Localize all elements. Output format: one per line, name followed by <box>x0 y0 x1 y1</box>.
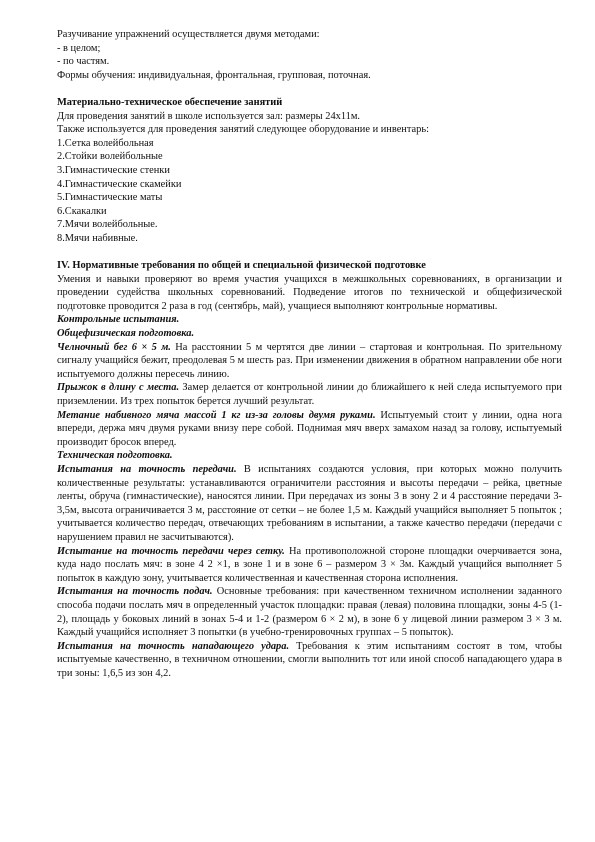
intro-line-parts: - по частям. <box>57 56 110 68</box>
equipment-item: 6.Скакалки <box>57 205 107 217</box>
equipment-item: 1.Сетка волейбольная <box>57 137 154 149</box>
serve-accuracy-text: Основные требования: при качественном техничном исполнении заданного способа подачи послать мяч в определенный участок площадки: правая (левая) половина площадки, зоны 4-5 (1-2), площадь у боковых линий в зонах 5-4 и 1-2 (размером 6 × 2 м), в зоне 6 у лицевой линии размером 3 × 3 м. Каждый учащийся исполняет 3 попытки (в учебно-тренировочных группах – 5 попыток). <box>57 586 563 639</box>
equipment-item: 5.Гимнастические маты <box>57 192 163 204</box>
material-hall-line: Для проведения занятий в школе используется зал: размеры 24х11м. <box>57 110 361 122</box>
ball-throw-title: Метание набивного мяча массой 1 кг из-за головы двумя руками. <box>57 409 376 421</box>
long-jump-title: Прыжок в длину с места. <box>57 382 180 394</box>
equipment-item: 8.Мячи набивные. <box>57 232 138 244</box>
material-equipment-line: Также используется для проведения занятий следующее оборудование и инвентарь: <box>57 124 429 136</box>
long-jump-text: Замер делается от контрольной линии до ближайшего к ней следа испытуемого при приземлении. Из трех попыток берется лучший результат. <box>57 382 562 408</box>
document-page <box>57 28 562 681</box>
material-heading: Материально-техническое обеспечение занятий <box>57 96 283 108</box>
section-paragraph: Умения и навыки проверяют во время участия учащихся в межшкольных соревнованиях, в организации и проведении судейства школьных соревнований. Подведение итогов по технической и общефизической подготовке проводится 2 раза в год (сентябрь, май), учащиеся выполняют контрольные нормативы. <box>57 273 562 312</box>
net-pass-paragraph <box>57 545 562 586</box>
ball-throw-paragraph <box>57 409 562 450</box>
pass-accuracy-paragraph <box>57 463 562 545</box>
equipment-item: 7.Мячи волейбольные. <box>57 219 158 231</box>
shuttle-run-text: На расстоянии 5 м чертятся две линии – стартовая и контрольная. По зрительному сигналу учащийся бежит, преодолевая 5 м шесть раз. При изменении движения в обратном направлении обе ноги испытуемого должны пересечь линию. <box>57 341 562 380</box>
serve-accuracy-title: Испытания на точность подач. <box>57 586 213 598</box>
equipment-item: 3.Гимнастические стенки <box>57 164 170 176</box>
intro-line-forms: Формы обучения: индивидуальная, фронтальная, групповая, поточная. <box>57 69 371 81</box>
ball-throw-text: Испытуемый стоит у линии, одна нога впереди, держа мяч двумя руками внизу пере собой. Поднимая мяч вверх замахом назад за голову, испытуемый производит бросок вперед. <box>57 409 562 448</box>
attack-accuracy-title: Испытания на точность нападающего удара. <box>57 640 290 652</box>
equipment-item: 2.Стойки волейбольные <box>57 151 163 163</box>
attack-accuracy-paragraph <box>57 640 562 681</box>
serve-accuracy-paragraph <box>57 585 562 639</box>
subheading-control: Контрольные испытания. <box>57 314 180 326</box>
shuttle-run-paragraph <box>57 341 562 382</box>
pass-accuracy-text: В испытаниях создаются условия, при которых можно получить количественные результаты: устанавливаются ограничители расстояния и высоты передачи – рейка, цветные ленты, обруча (гимнастические), наносятся линии. При передачах из зоны 3 в зону 2 и 4 расстояние передачи 3-3,5м, высота ограничивается 3 м, расстояние от сетки – не более 1,5 м. Каждый учащийся выполняет 5 попыток ; учитывается количество передач, отвечающих требованиям в испытании, а также качество передачи (передачи с нарушением правил не засчитываются). <box>57 464 562 543</box>
subheading-general: Общефизическая подготовка. <box>57 328 195 340</box>
net-pass-title: Испытание на точность передачи через сетку. <box>57 545 285 557</box>
subheading-technical: Техническая подготовка. <box>57 450 173 462</box>
pass-accuracy-title: Испытания на точность передачи. <box>57 464 237 475</box>
equipment-item: 4.Гимнастические скамейки <box>57 178 182 190</box>
intro-line-methods: Разучивание упражнений осуществляется двумя методами: <box>57 29 320 40</box>
intro-line-whole: - в целом; <box>57 42 101 54</box>
section-heading: IV. Нормативные требования по общей и специальной физической подготовке <box>57 260 426 272</box>
long-jump-paragraph <box>57 381 562 408</box>
attack-accuracy-text: Требования к этим испытаниям состоят в том, чтобы испытуемые качественно, в техничном отношении, смогли выполнить тот или иной способ нападающего удара в три зоны: 1,6,5 из зон 4,2. <box>57 640 562 679</box>
shuttle-run-title: Челночный бег 6 × 5 м. <box>57 341 171 353</box>
net-pass-text: На противоположной стороне площадки очерчивается зона, куда надо послать мяч: в зоне 4 2 ×1, в зоне 1 и в зоне 6 – размером 3 × 3м. Каждый учащийся выполняет 5 попыток в каждую зону, учитывается количественная и качественная сторона исполнения. <box>57 545 562 584</box>
spacer <box>57 82 562 96</box>
spacer <box>57 246 562 260</box>
